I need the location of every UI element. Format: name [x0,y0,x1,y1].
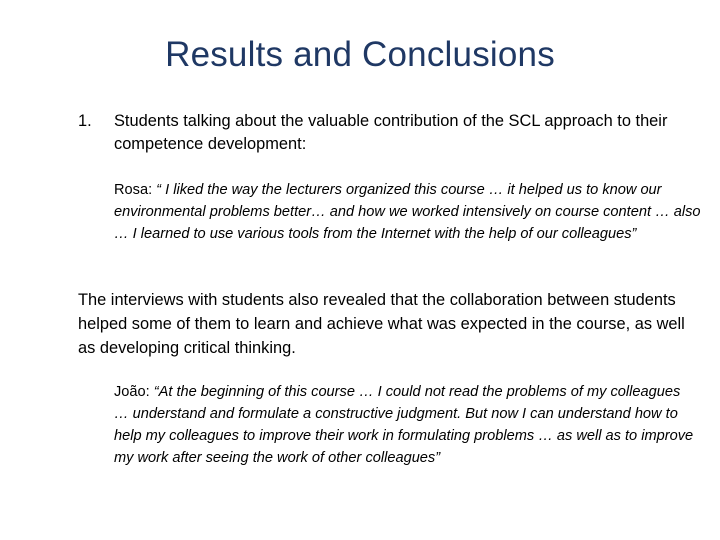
quote-speaker-joao: João: [114,384,150,400]
item-number: 1. [78,112,92,130]
item-text: Students talking about the valuable contribution of the SCL approach to their competence development: [114,112,668,153]
interviews-paragraph: The interviews with students also revealed that the collaboration between students helped some of them to learn and achieve what was expected in the course, as well as developing critical thinking. [78,291,685,357]
quote-joao [114,381,694,469]
quote-rosa [114,179,704,245]
quote-text-joao: “At the beginning of this course … I could not read the problems of my colleagues … understand and formulate a constructive judgment. But now I can understand how to help my colleagues to improve their work in formulating problems … as well as to improve my work after seeing the work of other colleagues” [114,384,694,466]
slide-title: Results and Conclusions [165,35,555,74]
quote-text-rosa: “ I liked the way the lecturers organized this course … it helped us to know our environmental problems better… and how we worked intensively on course content … also … I learned to use various tools from the Internet with the help of our colleagues” [114,182,701,242]
numbered-item-1 [78,110,698,156]
quote-speaker-rosa: Rosa: [114,182,153,198]
